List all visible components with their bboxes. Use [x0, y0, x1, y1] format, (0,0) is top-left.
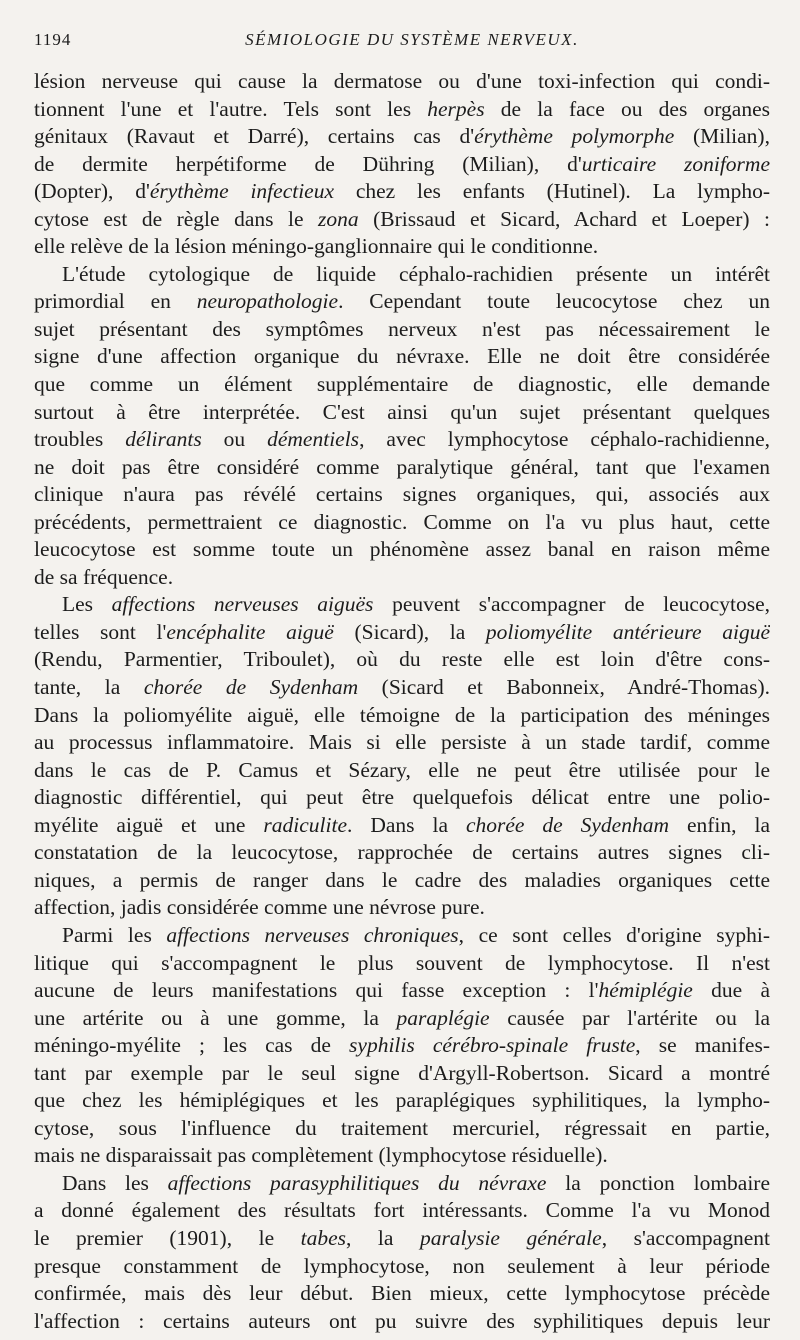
- text-segment: signe d'une affection organique du névraxe. Elle ne doit être considérée: [34, 344, 770, 369]
- text-segment: (Sicard), la: [333, 619, 486, 644]
- italic-term: urticaire zoniforme: [581, 151, 770, 176]
- text-segment: niques, a permis de ranger dans le cadre des maladies organiques cette: [34, 867, 770, 892]
- text-segment: constatation de la leucocytose, rapprochée de certains autres signes cli-: [34, 840, 770, 865]
- text-line: [34, 151, 770, 179]
- page-number: 1194: [34, 30, 72, 49]
- text-line: [34, 591, 770, 619]
- text-line: [34, 1087, 770, 1115]
- text-line: [34, 96, 770, 124]
- text-line: [34, 233, 770, 261]
- text-line: [34, 1197, 770, 1225]
- text-segment: (Rendu, Parmentier, Triboulet), où du reste elle est loin d'être cons-: [34, 647, 770, 672]
- text-line: [34, 564, 770, 592]
- text-segment: Dans la poliomyélite aiguë, elle témoigne de la participation des méninges: [34, 702, 770, 727]
- text-line: [34, 178, 770, 206]
- text-line: [34, 68, 770, 96]
- text-segment: mais ne disparaissait pas complètement (lymphocytose résiduelle).: [34, 1143, 608, 1168]
- text-line: [34, 343, 770, 371]
- text-segment: tante, la: [34, 675, 144, 700]
- text-segment: cytose est de règle dans le: [34, 206, 319, 231]
- text-segment: tionnent l'une et l'autre. Tels sont les: [34, 96, 428, 121]
- text-line: [34, 426, 770, 454]
- italic-term: encéphalite aiguë: [166, 619, 334, 644]
- text-segment: Les: [62, 592, 112, 617]
- text-line: [34, 454, 770, 482]
- italic-term: chorée de Sydenham: [143, 675, 359, 700]
- italic-term: paralysie générale: [419, 1225, 602, 1250]
- page-header: [34, 30, 770, 66]
- text-line: [34, 1005, 770, 1033]
- text-segment: la ponction lombaire: [546, 1170, 770, 1195]
- text-line: [34, 123, 770, 151]
- text-line: [34, 1225, 770, 1253]
- text-line: [34, 619, 770, 647]
- italic-term: herpès: [427, 96, 485, 121]
- text-segment: telles sont l': [34, 619, 167, 644]
- text-segment: (Milian),: [674, 124, 770, 149]
- text-segment: une artérite ou à une gomme, la: [34, 1005, 397, 1030]
- text-segment: de sa fréquence.: [34, 564, 174, 589]
- text-line: [34, 1308, 770, 1336]
- italic-term: syphilis cérébro-spinale fruste: [349, 1033, 636, 1058]
- text-segment: chez les enfants (Hutinel). La lympho-: [334, 179, 770, 204]
- italic-term: paraplégie: [396, 1005, 490, 1030]
- text-segment: enfin, la: [669, 812, 770, 837]
- text-line: [34, 784, 770, 812]
- text-segment: a donné également des résultats fort intéressants. Comme l'a vu Monod: [34, 1198, 770, 1223]
- text-line: [34, 757, 770, 785]
- text-line: [34, 839, 770, 867]
- text-line: [34, 509, 770, 537]
- text-line: [34, 206, 770, 234]
- text-segment: tant par exemple par le seul signe d'Argyll-Robertson. Sicard a montré: [34, 1060, 770, 1085]
- italic-term: érythème polymorphe: [474, 124, 675, 149]
- text-segment: que comme un élément supplémentaire de diagnostic, elle demande: [34, 372, 770, 397]
- text-segment: ne doit pas être considéré comme paralytique général, tant que l'examen: [34, 454, 770, 479]
- italic-term: zona: [318, 206, 359, 231]
- text-segment: presque constamment de lymphocytose, non seulement à leur période: [34, 1253, 770, 1278]
- text-line: [34, 399, 770, 427]
- italic-term: radiculite: [263, 812, 348, 837]
- text-line: [34, 894, 770, 922]
- text-segment: génitaux (Ravaut et Darré), certains cas d': [34, 124, 475, 149]
- italic-term: chorée de Sydenham: [465, 812, 670, 837]
- body-text: [34, 68, 770, 1335]
- text-line: [34, 646, 770, 674]
- text-segment: , la: [346, 1225, 420, 1250]
- text-segment: clinique n'aura pas révélé certains signes organiques, qui, associés aux: [34, 482, 770, 507]
- text-segment: méningo-myélite ; les cas de: [34, 1033, 350, 1058]
- text-line: [34, 1115, 770, 1143]
- text-line: [34, 371, 770, 399]
- text-line: [34, 316, 770, 344]
- text-segment: aucune de leurs manifestations qui fasse exception : l': [34, 978, 599, 1003]
- running-title: SÉMIOLOGIE DU SYSTÈME NERVEUX.: [245, 30, 579, 49]
- text-segment: dans le cas de P. Camus et Sézary, elle ne peut être utilisée pour le: [34, 757, 770, 782]
- text-line: [34, 481, 770, 509]
- text-segment: causée par l'artérite ou la: [489, 1005, 770, 1030]
- text-segment: précédents, permettraient ce diagnostic. Comme on l'a vu plus haut, cette: [34, 509, 770, 534]
- text-segment: due à: [692, 978, 770, 1003]
- text-line: [34, 1032, 770, 1060]
- text-line: [34, 1253, 770, 1281]
- text-segment: , s'accompagnent: [601, 1225, 770, 1250]
- text-segment: confirmée, mais dès leur début. Bien mieux, cette lymphocytose précède: [34, 1281, 770, 1306]
- text-segment: litique qui s'accompagnent le plus souvent de lymphocytose. Il n'est: [34, 950, 770, 975]
- text-line: [34, 261, 770, 289]
- text-segment: le premier (1901), le: [34, 1225, 301, 1250]
- text-line: [34, 1170, 770, 1198]
- text-segment: elle relève de la lésion méningo-ganglionnaire qui le conditionne.: [34, 234, 599, 259]
- text-segment: . Dans la: [347, 812, 466, 837]
- text-segment: diagnostic différentiel, qui peut être quelquefois délicat entre une polio-: [34, 785, 770, 810]
- text-segment: , se manifes-: [635, 1033, 770, 1058]
- text-line: [34, 867, 770, 895]
- italic-term: neuropathologie: [196, 289, 339, 314]
- italic-term: hémiplégie: [598, 978, 693, 1003]
- text-line: [34, 1142, 770, 1170]
- text-segment: que chez les hémiplégiques et les paraplégiques syphilitiques, la lympho-: [34, 1088, 770, 1113]
- text-segment: ou: [201, 427, 268, 452]
- text-line: [34, 1280, 770, 1308]
- text-line: [34, 729, 770, 757]
- text-segment: leucocytose est somme toute un phénomène assez banal en raison même: [34, 537, 770, 562]
- text-segment: troubles: [34, 427, 126, 452]
- text-line: [34, 950, 770, 978]
- italic-term: poliomyélite antérieure aiguë: [485, 619, 770, 644]
- text-segment: de la face ou des organes: [484, 96, 770, 121]
- text-line: [34, 1060, 770, 1088]
- text-line: [34, 922, 770, 950]
- text-segment: (Dopter), d': [34, 179, 150, 204]
- text-segment: primordial en: [34, 289, 197, 314]
- text-segment: Dans les: [62, 1170, 168, 1195]
- text-segment: . Cependant toute leucocytose chez un: [338, 289, 770, 314]
- text-segment: sujet présentant des symptômes nerveux n'est pas nécessairement le: [34, 316, 770, 341]
- text-line: [34, 288, 770, 316]
- text-segment: lésion nerveuse qui cause la dermatose ou d'une toxi-infection qui condi-: [34, 69, 770, 93]
- text-segment: , ce sont celles d'origine syphi-: [458, 922, 770, 947]
- text-segment: , avec lymphocytose céphalo-rachidienne,: [359, 427, 770, 452]
- text-line: [34, 812, 770, 840]
- italic-term: démentiels: [267, 427, 360, 452]
- italic-term: affections nerveuses aiguës: [111, 592, 374, 617]
- italic-term: érythème infectieux: [149, 179, 335, 204]
- italic-term: affections parasyphilitiques du névraxe: [167, 1170, 547, 1195]
- text-segment: au processus inflammatoire. Mais si elle persiste à un stade tardif, comme: [34, 730, 770, 755]
- italic-term: tabes: [300, 1225, 347, 1250]
- text-segment: l'affection : certains auteurs ont pu suivre des syphilitiques depuis leur: [34, 1308, 770, 1333]
- italic-term: affections nerveuses chroniques: [166, 922, 459, 947]
- text-segment: myélite aiguë et une: [34, 812, 264, 837]
- text-segment: peuvent s'accompagner de leucocytose,: [373, 592, 770, 617]
- text-segment: (Sicard et Babonneix, André-Thomas).: [358, 675, 770, 700]
- text-segment: L'étude cytologique de liquide céphalo-rachidien présente un intérêt: [62, 261, 770, 286]
- text-segment: Parmi les: [62, 922, 167, 947]
- text-segment: de dermite herpétiforme de Dühring (Milian), d': [34, 151, 582, 176]
- text-segment: cytose, sous l'influence du traitement mercuriel, régressait en partie,: [34, 1115, 770, 1140]
- text-segment: (Brissaud et Sicard, Achard et Loeper) :: [358, 206, 770, 231]
- text-line: [34, 977, 770, 1005]
- text-segment: surtout à être interprétée. C'est ainsi qu'un sujet présentant quelques: [34, 399, 770, 424]
- text-segment: affection, jadis considérée comme une névrose pure.: [34, 895, 485, 920]
- italic-term: délirants: [125, 427, 202, 452]
- text-line: [34, 674, 770, 702]
- text-line: [34, 536, 770, 564]
- text-line: [34, 702, 770, 730]
